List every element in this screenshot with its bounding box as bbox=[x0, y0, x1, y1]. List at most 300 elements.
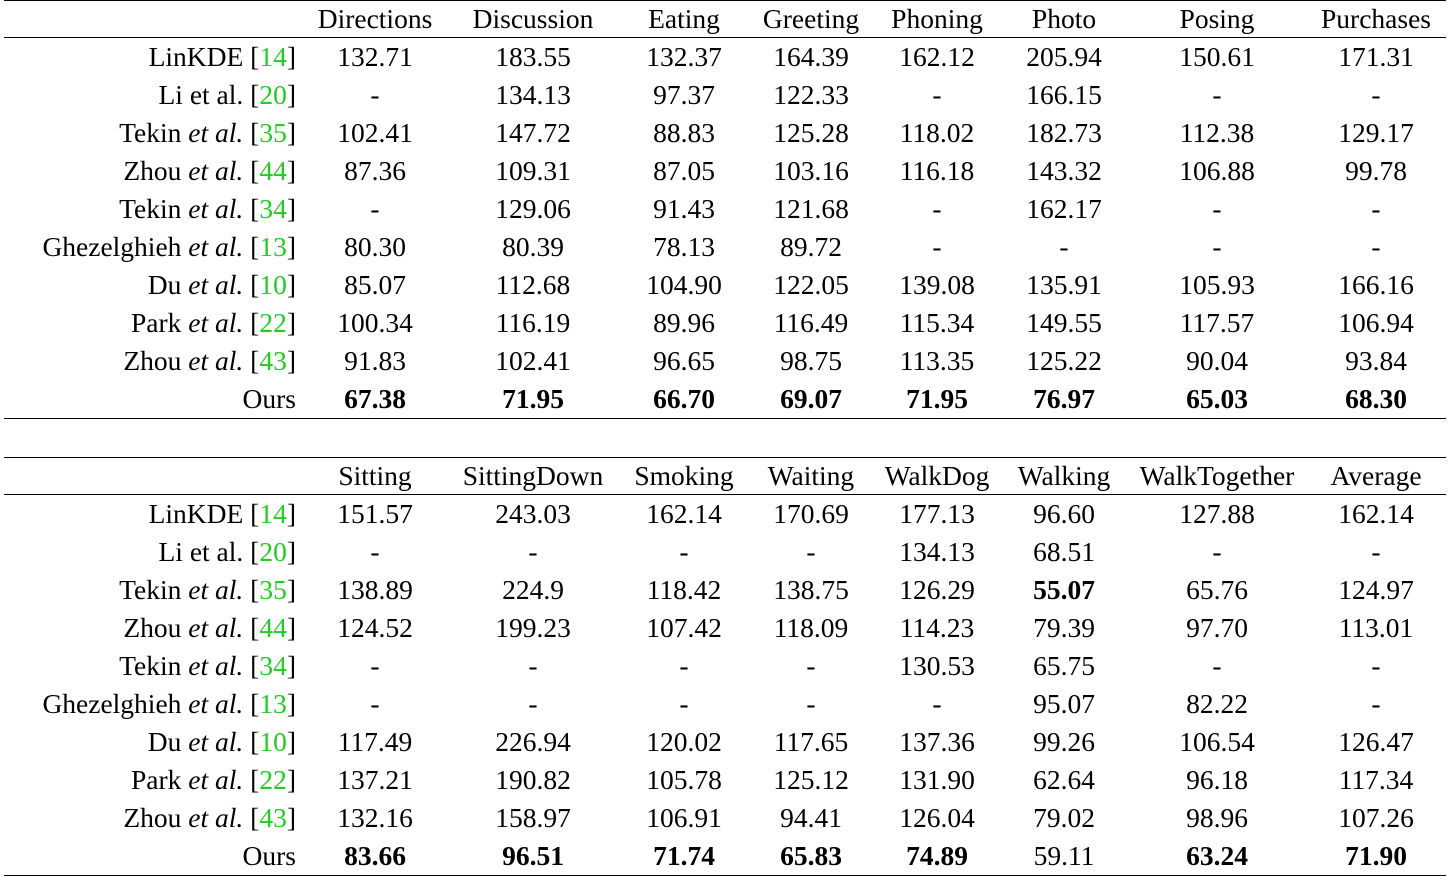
value-cell bbox=[1128, 380, 1306, 419]
method-name: Zhou bbox=[123, 802, 182, 833]
table-row bbox=[4, 380, 1446, 419]
value-cell bbox=[1000, 304, 1128, 342]
value-cell bbox=[748, 685, 874, 723]
value-cell bbox=[620, 647, 748, 685]
value-cell bbox=[748, 533, 874, 571]
value-cell bbox=[1000, 152, 1128, 190]
column-header-label: Discussion bbox=[472, 3, 594, 34]
value-cell bbox=[1306, 266, 1446, 304]
value-cell bbox=[1000, 837, 1128, 876]
citation-link: 20 bbox=[259, 79, 287, 110]
value-text: 79.39 bbox=[1033, 612, 1095, 643]
citation-link: 10 bbox=[259, 726, 287, 757]
column-header bbox=[1128, 458, 1306, 495]
value-cell bbox=[874, 723, 1000, 761]
value-text: 100.34 bbox=[337, 307, 413, 338]
value-text: - bbox=[932, 193, 942, 224]
method-etal: et al. bbox=[189, 79, 244, 110]
column-header-label: SittingDown bbox=[462, 460, 604, 491]
value-text: 98.75 bbox=[780, 345, 842, 376]
column-header bbox=[748, 458, 874, 495]
value-text: 158.97 bbox=[495, 802, 571, 833]
value-cell bbox=[1306, 114, 1446, 152]
value-text: 243.03 bbox=[495, 498, 571, 529]
column-header bbox=[304, 458, 446, 495]
value-text: 95.07 bbox=[1033, 688, 1095, 719]
value-cell bbox=[1306, 685, 1446, 723]
value-text: 71.74 bbox=[653, 840, 715, 871]
method-name: Li bbox=[158, 536, 183, 567]
value-cell bbox=[1128, 533, 1306, 571]
value-cell bbox=[1000, 266, 1128, 304]
value-cell bbox=[874, 114, 1000, 152]
citation-link: 14 bbox=[259, 41, 287, 72]
value-text: - bbox=[932, 688, 942, 719]
value-cell bbox=[748, 571, 874, 609]
value-text: - bbox=[1059, 231, 1069, 262]
table-row bbox=[4, 76, 1446, 114]
value-text: - bbox=[1212, 536, 1222, 567]
table-row bbox=[4, 723, 1446, 761]
method-name: Li bbox=[158, 79, 183, 110]
value-cell bbox=[874, 152, 1000, 190]
value-cell bbox=[446, 723, 620, 761]
value-cell bbox=[748, 837, 874, 876]
method-name: Ghezelghieh bbox=[42, 231, 182, 262]
value-text: 150.61 bbox=[1179, 41, 1255, 72]
value-cell bbox=[304, 190, 446, 228]
value-text: 105.78 bbox=[646, 764, 722, 795]
citation-link: 22 bbox=[259, 307, 287, 338]
value-cell bbox=[874, 609, 1000, 647]
value-cell bbox=[1000, 114, 1128, 152]
value-text: 149.55 bbox=[1026, 307, 1102, 338]
value-cell bbox=[748, 609, 874, 647]
value-text: 127.88 bbox=[1179, 498, 1255, 529]
citation-link: 22 bbox=[259, 764, 287, 795]
value-text: - bbox=[679, 650, 689, 681]
method-cell: Tekin et al. [34] bbox=[119, 650, 296, 681]
value-text: 97.37 bbox=[653, 79, 715, 110]
value-cell bbox=[748, 342, 874, 380]
value-text: 109.31 bbox=[495, 155, 571, 186]
value-text: - bbox=[1212, 650, 1222, 681]
value-text: 105.93 bbox=[1179, 269, 1255, 300]
results-table bbox=[4, 0, 1446, 876]
value-cell bbox=[1306, 152, 1446, 190]
value-text: - bbox=[806, 688, 816, 719]
value-cell bbox=[748, 190, 874, 228]
separator-cell bbox=[748, 419, 874, 458]
value-text: 106.91 bbox=[646, 802, 722, 833]
method-etal: et al. bbox=[189, 536, 244, 567]
method-etal: et al. bbox=[188, 231, 244, 262]
results-table-container bbox=[4, 0, 1446, 876]
citation-link: 35 bbox=[259, 117, 287, 148]
value-text: 226.94 bbox=[495, 726, 571, 757]
value-text: 137.21 bbox=[337, 764, 413, 795]
value-text: 164.39 bbox=[773, 41, 849, 72]
value-cell bbox=[748, 266, 874, 304]
column-header bbox=[1128, 1, 1306, 38]
value-cell bbox=[304, 38, 446, 77]
value-cell bbox=[1000, 647, 1128, 685]
value-text: 115.34 bbox=[899, 307, 975, 338]
method-name: Ghezelghieh bbox=[42, 688, 182, 719]
column-header bbox=[1000, 1, 1128, 38]
table-row bbox=[4, 799, 1446, 837]
value-cell bbox=[1000, 228, 1128, 266]
value-text: 121.68 bbox=[773, 193, 849, 224]
value-text: 125.12 bbox=[773, 764, 849, 795]
value-text: 71.90 bbox=[1345, 840, 1407, 871]
separator-cell bbox=[4, 419, 304, 458]
table-row bbox=[4, 837, 1446, 876]
value-cell bbox=[748, 761, 874, 799]
value-text: 117.34 bbox=[1338, 764, 1414, 795]
value-text: - bbox=[1371, 688, 1381, 719]
method-name: Zhou bbox=[123, 155, 182, 186]
value-text: 129.17 bbox=[1338, 117, 1414, 148]
column-header-label: WalkDog bbox=[884, 460, 990, 491]
value-text: 116.49 bbox=[773, 307, 849, 338]
citation-link: 43 bbox=[259, 802, 287, 833]
value-text: 182.73 bbox=[1026, 117, 1102, 148]
value-text: 126.47 bbox=[1338, 726, 1414, 757]
value-cell bbox=[304, 533, 446, 571]
value-text: 87.36 bbox=[344, 155, 406, 186]
value-cell bbox=[446, 837, 620, 876]
method-etal: et al. bbox=[188, 650, 244, 681]
value-cell bbox=[874, 380, 1000, 419]
value-cell bbox=[620, 76, 748, 114]
value-cell bbox=[620, 304, 748, 342]
value-text: 170.69 bbox=[773, 498, 849, 529]
value-cell bbox=[446, 114, 620, 152]
value-cell bbox=[874, 799, 1000, 837]
value-cell bbox=[748, 114, 874, 152]
value-cell bbox=[446, 76, 620, 114]
value-cell bbox=[1128, 76, 1306, 114]
value-cell bbox=[304, 380, 446, 419]
table-row bbox=[4, 304, 1446, 342]
value-cell bbox=[874, 342, 1000, 380]
value-cell bbox=[1000, 190, 1128, 228]
value-text: 91.43 bbox=[653, 193, 715, 224]
value-cell bbox=[620, 761, 748, 799]
value-cell bbox=[1306, 190, 1446, 228]
method-name: Tekin bbox=[119, 650, 182, 681]
method-name: Du bbox=[147, 726, 182, 757]
citation-link: 44 bbox=[259, 155, 287, 186]
value-text: 78.13 bbox=[653, 231, 715, 262]
column-header-label: Purchases bbox=[1321, 3, 1431, 34]
value-cell bbox=[620, 266, 748, 304]
value-cell bbox=[304, 342, 446, 380]
value-text: 113.35 bbox=[899, 345, 975, 376]
value-cell bbox=[304, 685, 446, 723]
value-cell bbox=[1306, 495, 1446, 534]
value-text: 68.51 bbox=[1033, 536, 1095, 567]
value-cell bbox=[874, 228, 1000, 266]
value-text: 103.16 bbox=[773, 155, 849, 186]
value-text: 55.07 bbox=[1033, 574, 1095, 605]
value-text: 138.89 bbox=[337, 574, 413, 605]
citation-link: 13 bbox=[259, 231, 287, 262]
value-cell bbox=[1306, 609, 1446, 647]
method-cell: Tekin et al. [34] bbox=[119, 193, 296, 224]
method-cell: Li et al. [20] bbox=[158, 79, 296, 110]
value-text: 71.95 bbox=[906, 383, 968, 414]
value-text: 183.55 bbox=[495, 41, 571, 72]
value-cell bbox=[1000, 723, 1128, 761]
value-text: 118.09 bbox=[773, 612, 849, 643]
column-header-label: Average bbox=[1330, 460, 1422, 491]
header-row bbox=[4, 458, 1446, 495]
column-header bbox=[304, 1, 446, 38]
method-cell: Zhou et al. [44] bbox=[123, 612, 296, 643]
method-name: Zhou bbox=[123, 612, 182, 643]
value-text: 112.68 bbox=[495, 269, 571, 300]
value-text: 130.53 bbox=[899, 650, 975, 681]
separator-cell bbox=[1000, 419, 1128, 458]
value-cell bbox=[1306, 228, 1446, 266]
value-cell bbox=[1306, 533, 1446, 571]
value-text: 107.42 bbox=[646, 612, 722, 643]
value-text: - bbox=[679, 688, 689, 719]
value-text: 96.18 bbox=[1186, 764, 1248, 795]
value-cell bbox=[1000, 761, 1128, 799]
value-cell bbox=[304, 228, 446, 266]
value-cell bbox=[446, 571, 620, 609]
value-cell bbox=[304, 837, 446, 876]
method-name: Tekin bbox=[119, 574, 182, 605]
value-cell bbox=[874, 533, 1000, 571]
value-text: 97.70 bbox=[1186, 612, 1248, 643]
citation-link: 10 bbox=[259, 269, 287, 300]
value-text: - bbox=[1212, 79, 1222, 110]
value-text: 199.23 bbox=[495, 612, 571, 643]
value-text: 125.22 bbox=[1026, 345, 1102, 376]
value-text: 83.66 bbox=[344, 840, 406, 871]
value-cell bbox=[1128, 38, 1306, 77]
value-text: - bbox=[806, 536, 816, 567]
value-cell bbox=[620, 837, 748, 876]
value-cell bbox=[620, 38, 748, 77]
value-cell bbox=[1128, 685, 1306, 723]
value-cell bbox=[1306, 380, 1446, 419]
value-text: 138.75 bbox=[773, 574, 849, 605]
column-header-label: Walking bbox=[1017, 460, 1111, 491]
column-header bbox=[446, 1, 620, 38]
value-text: - bbox=[528, 688, 538, 719]
value-text: 62.64 bbox=[1033, 764, 1095, 795]
value-cell bbox=[1306, 571, 1446, 609]
value-cell bbox=[1000, 38, 1128, 77]
value-text: 65.76 bbox=[1186, 574, 1248, 605]
method-cell: Du et al. [10] bbox=[147, 726, 296, 757]
value-text: 224.9 bbox=[502, 574, 564, 605]
method-cell: LinKDE [14] bbox=[148, 498, 296, 529]
value-cell bbox=[446, 647, 620, 685]
value-text: 205.94 bbox=[1026, 41, 1102, 72]
value-text: 99.26 bbox=[1033, 726, 1095, 757]
value-cell bbox=[748, 152, 874, 190]
value-cell bbox=[748, 38, 874, 77]
value-cell bbox=[1128, 609, 1306, 647]
value-cell bbox=[1128, 304, 1306, 342]
value-text: 118.42 bbox=[646, 574, 722, 605]
value-cell bbox=[1000, 380, 1128, 419]
column-header-label: Waiting bbox=[767, 460, 855, 491]
table-row bbox=[4, 647, 1446, 685]
value-cell bbox=[446, 761, 620, 799]
value-cell bbox=[446, 266, 620, 304]
value-cell bbox=[304, 304, 446, 342]
value-cell bbox=[304, 723, 446, 761]
method-cell: Park et al. [22] bbox=[130, 307, 296, 338]
table-row bbox=[4, 609, 1446, 647]
value-text: 116.18 bbox=[899, 155, 975, 186]
method-cell: Zhou et al. [44] bbox=[123, 155, 296, 186]
value-cell bbox=[304, 647, 446, 685]
method-cell: Tekin et al. [35] bbox=[119, 117, 296, 148]
value-text: 94.41 bbox=[780, 802, 842, 833]
value-text: 99.78 bbox=[1345, 155, 1407, 186]
value-cell bbox=[1128, 837, 1306, 876]
value-text: - bbox=[806, 650, 816, 681]
value-text: - bbox=[1371, 79, 1381, 110]
column-header bbox=[874, 458, 1000, 495]
method-cell: Ghezelghieh et al. [13] bbox=[42, 231, 296, 262]
value-cell bbox=[620, 723, 748, 761]
value-text: - bbox=[1371, 650, 1381, 681]
value-text: - bbox=[1212, 193, 1222, 224]
value-cell bbox=[1128, 799, 1306, 837]
value-text: - bbox=[370, 79, 380, 110]
value-text: 129.06 bbox=[495, 193, 571, 224]
value-text: 66.70 bbox=[653, 383, 715, 414]
value-text: - bbox=[932, 79, 942, 110]
value-cell bbox=[446, 380, 620, 419]
column-header-label: Phoning bbox=[891, 3, 983, 34]
citation-link: 20 bbox=[259, 536, 287, 567]
value-cell bbox=[748, 495, 874, 534]
value-cell bbox=[304, 609, 446, 647]
value-cell bbox=[874, 571, 1000, 609]
value-text: 65.03 bbox=[1186, 383, 1248, 414]
value-cell bbox=[1306, 723, 1446, 761]
value-cell bbox=[1306, 76, 1446, 114]
value-cell bbox=[748, 304, 874, 342]
value-cell bbox=[748, 647, 874, 685]
value-text: - bbox=[370, 193, 380, 224]
value-cell bbox=[620, 228, 748, 266]
value-text: 151.57 bbox=[337, 498, 413, 529]
separator-cell bbox=[1128, 419, 1306, 458]
value-text: 190.82 bbox=[495, 764, 571, 795]
value-text: 143.32 bbox=[1026, 155, 1102, 186]
method-cell: LinKDE [14] bbox=[148, 41, 296, 72]
separator-cell bbox=[874, 419, 1000, 458]
table-row bbox=[4, 342, 1446, 380]
value-text: 89.96 bbox=[653, 307, 715, 338]
column-header-label: Sitting bbox=[338, 460, 412, 491]
value-cell bbox=[304, 76, 446, 114]
value-cell bbox=[446, 228, 620, 266]
value-text: 102.41 bbox=[337, 117, 413, 148]
value-text: 67.38 bbox=[344, 383, 406, 414]
value-text: - bbox=[1371, 536, 1381, 567]
value-cell bbox=[874, 266, 1000, 304]
value-text: 65.75 bbox=[1033, 650, 1095, 681]
column-header-label: Eating bbox=[648, 3, 720, 34]
value-cell bbox=[304, 799, 446, 837]
method-etal: et al. bbox=[188, 155, 244, 186]
value-cell bbox=[446, 152, 620, 190]
column-header-label: Greeting bbox=[762, 3, 860, 34]
table-row bbox=[4, 228, 1446, 266]
value-text: - bbox=[370, 536, 380, 567]
value-text: 104.90 bbox=[646, 269, 722, 300]
value-text: 135.91 bbox=[1026, 269, 1102, 300]
value-text: 132.71 bbox=[337, 41, 413, 72]
value-text: 137.36 bbox=[899, 726, 975, 757]
value-cell bbox=[1128, 266, 1306, 304]
value-text: 122.33 bbox=[773, 79, 849, 110]
citation-link: 34 bbox=[259, 193, 287, 224]
table-row bbox=[4, 533, 1446, 571]
column-header bbox=[874, 1, 1000, 38]
column-header bbox=[446, 458, 620, 495]
value-text: - bbox=[932, 231, 942, 262]
value-cell bbox=[304, 114, 446, 152]
value-cell bbox=[1128, 723, 1306, 761]
value-cell bbox=[1128, 761, 1306, 799]
value-cell bbox=[446, 342, 620, 380]
value-text: 117.49 bbox=[337, 726, 413, 757]
value-text: 102.41 bbox=[495, 345, 571, 376]
value-cell bbox=[1306, 38, 1446, 77]
method-name: Park bbox=[130, 307, 182, 338]
value-text: 93.84 bbox=[1345, 345, 1407, 376]
method-etal: et al. bbox=[188, 307, 244, 338]
value-cell bbox=[1128, 342, 1306, 380]
value-cell bbox=[446, 38, 620, 77]
value-text: - bbox=[1212, 231, 1222, 262]
table-row bbox=[4, 152, 1446, 190]
value-cell bbox=[874, 304, 1000, 342]
value-text: 87.05 bbox=[653, 155, 715, 186]
table-row bbox=[4, 761, 1446, 799]
value-text: 68.30 bbox=[1345, 383, 1407, 414]
value-text: 116.19 bbox=[495, 307, 571, 338]
value-text: 122.05 bbox=[773, 269, 849, 300]
value-cell bbox=[748, 380, 874, 419]
method-etal: et al. bbox=[188, 612, 244, 643]
column-header-label: Directions bbox=[317, 3, 433, 34]
value-text: - bbox=[370, 650, 380, 681]
value-cell bbox=[304, 152, 446, 190]
table-row bbox=[4, 38, 1446, 77]
value-cell bbox=[1306, 761, 1446, 799]
value-cell bbox=[874, 190, 1000, 228]
method-name: Du bbox=[147, 269, 182, 300]
value-text: - bbox=[528, 650, 538, 681]
value-text: 162.12 bbox=[899, 41, 975, 72]
value-text: 131.90 bbox=[899, 764, 975, 795]
section-separator bbox=[4, 419, 1446, 458]
